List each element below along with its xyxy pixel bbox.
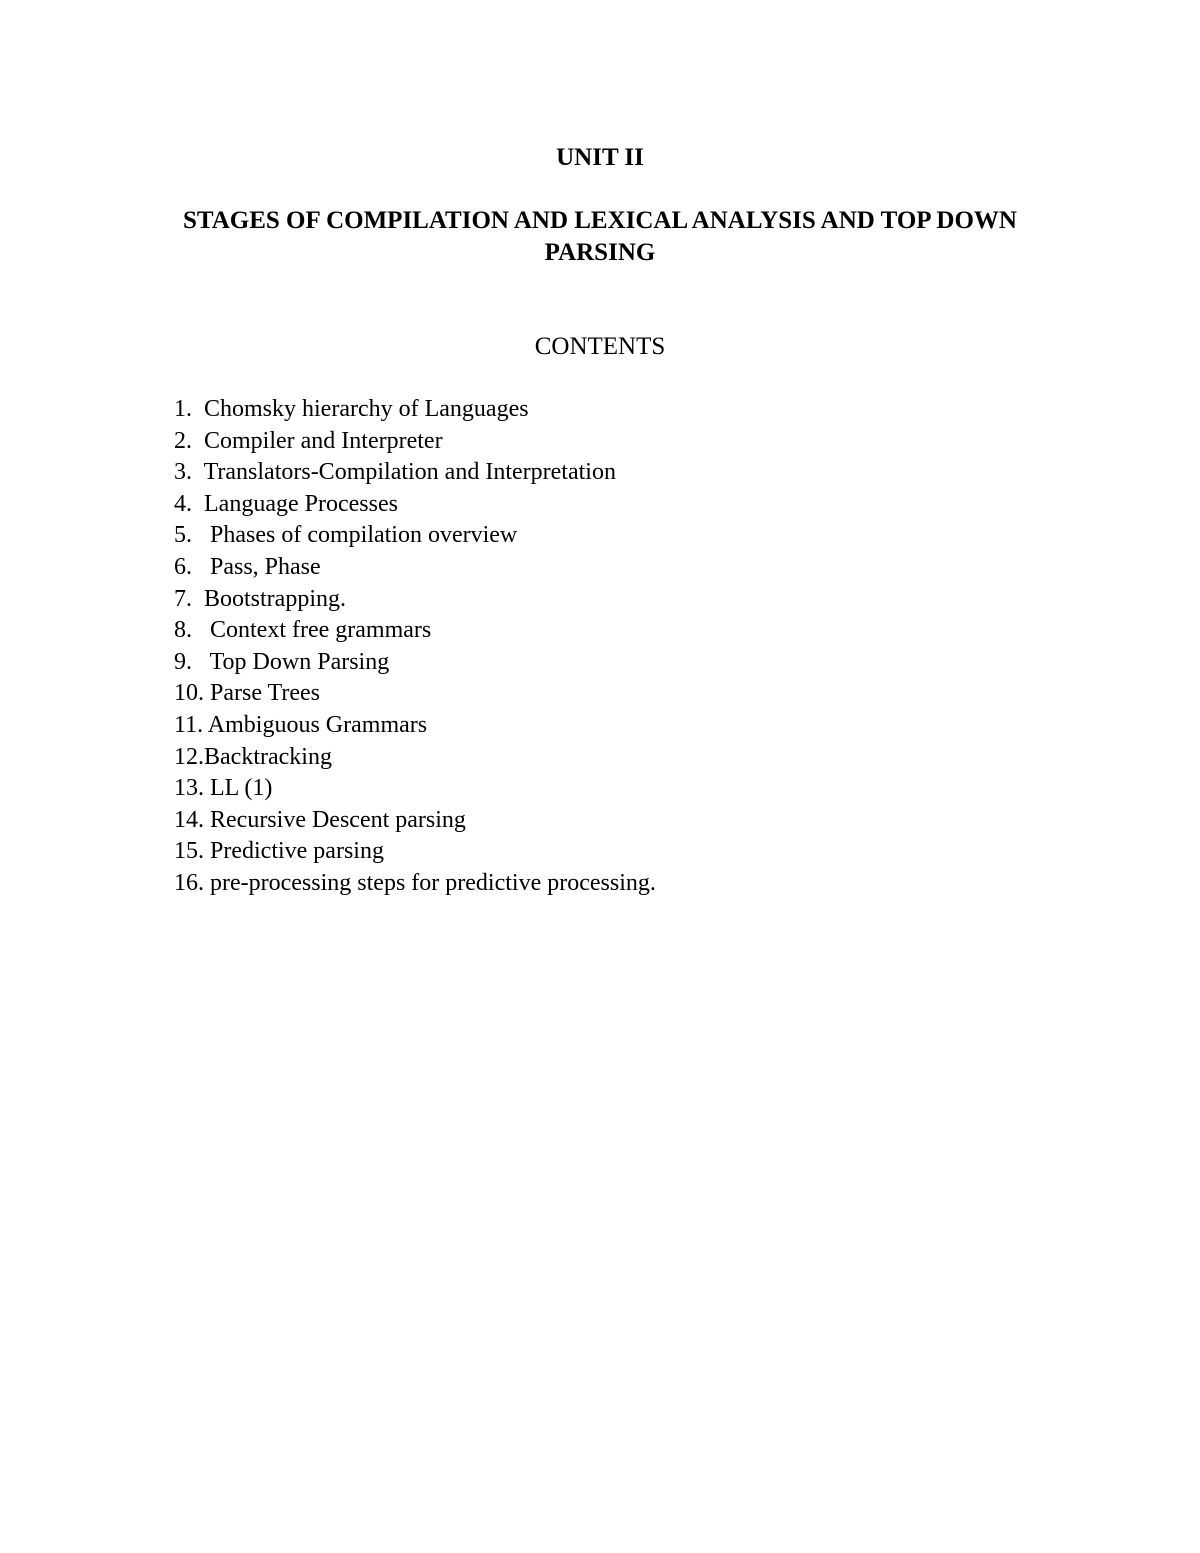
contents-item: 2. Compiler and Interpreter [174,427,443,454]
contents-item: 7. Bootstrapping. [174,585,346,612]
contents-item: 9. Top Down Parsing [174,648,390,675]
unit-title: UNIT II [556,144,644,171]
contents-item: 11. Ambiguous Grammars [174,711,428,738]
contents-item: 10. Parse Trees [174,680,321,707]
contents-item: 8. Context free grammars [174,617,432,644]
contents-item: 15. Predictive parsing [174,838,384,865]
document-title: STAGES OF COMPILATION AND LEXICAL ANALYSIS AND TOP DOWN PARSING [183,207,1017,266]
contents-list [174,394,656,900]
contents-item: 6. Pass, Phase [174,553,321,580]
contents-item: 3. Translators-Compilation and Interpretation [174,459,616,486]
contents-heading: CONTENTS [534,333,666,360]
contents-item: 13. LL (1) [174,775,273,802]
contents-item: 5. Phases of compilation overview [174,522,518,549]
contents-item: 16. pre-processing steps for predictive processing. [174,869,656,896]
contents-item: 1. Chomsky hierarchy of Languages [174,396,529,422]
contents-item: 4. Language Processes [174,490,398,517]
contents-item: 14. Recursive Descent parsing [174,806,466,833]
contents-item: 12.Backtracking [174,743,332,770]
